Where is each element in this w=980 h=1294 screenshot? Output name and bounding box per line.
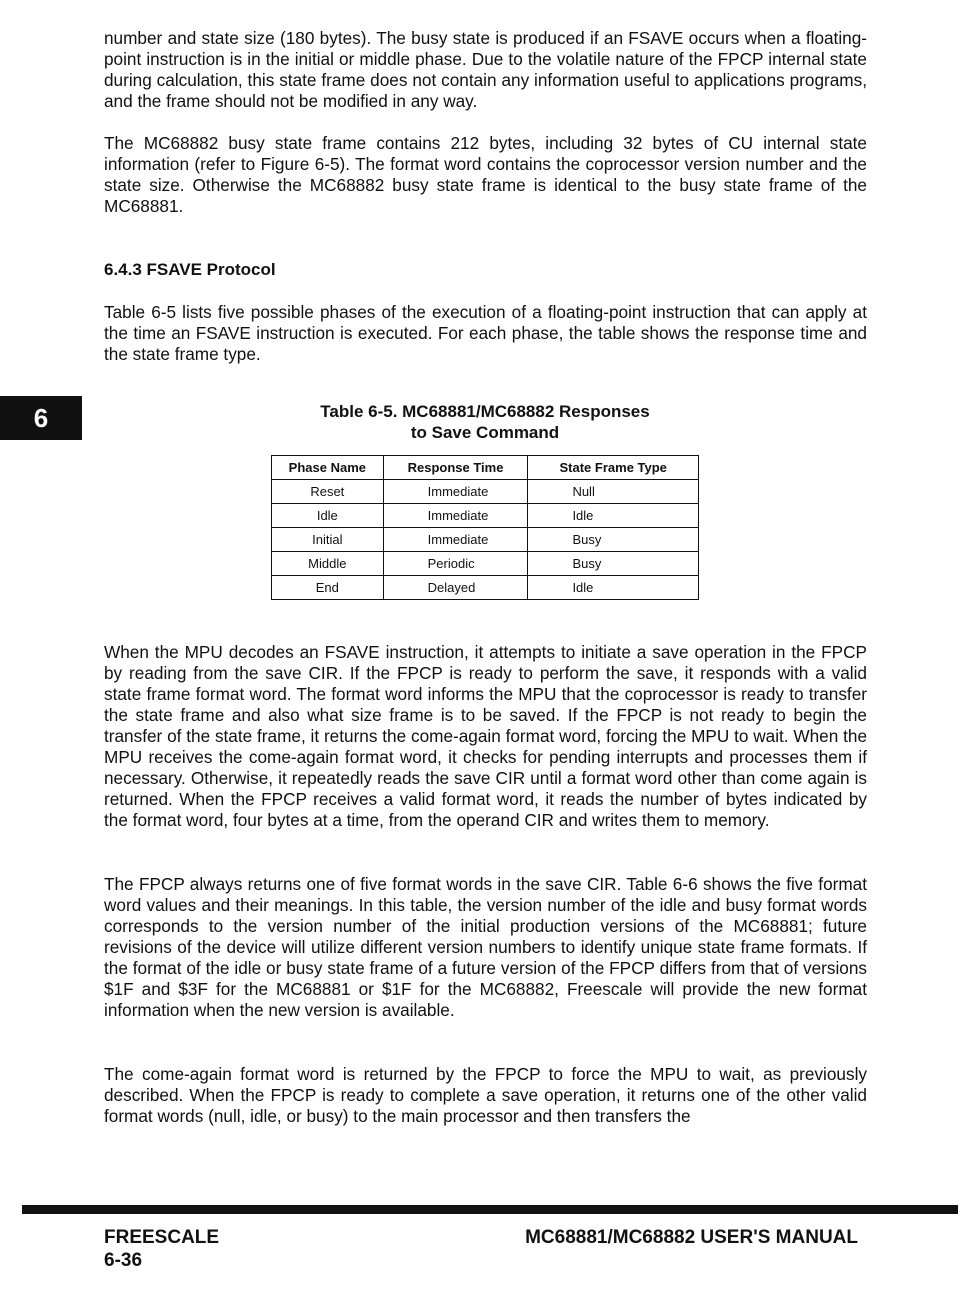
response-time-cell: Immediate bbox=[383, 528, 528, 552]
table-header-row bbox=[272, 456, 699, 480]
phase-name-cell: Initial bbox=[272, 528, 384, 552]
column-header: Response Time bbox=[383, 456, 528, 480]
body-paragraph: The come-again format word is returned by the FPCP to force the MPU to wait, as previously described. When the FPCP is ready to complete a save operation, it returns one of the other valid format words (null, idle, or busy) to the main processor and then transfers the bbox=[104, 1064, 867, 1126]
phase-name-cell: End bbox=[272, 576, 384, 600]
state-frame-type-cell: Null bbox=[528, 480, 699, 504]
body-paragraph: The MC68882 busy state frame contains 212 bytes, including 32 bytes of CU internal state information (refer to Figure 6-5). The format word contains the coprocessor version number and the state size. Otherwise the MC68882 busy state frame is identical to the busy state frame of the MC68881. bbox=[104, 133, 867, 216]
phase-name-cell: Idle bbox=[272, 504, 384, 528]
footer-page-number: 6-36 bbox=[104, 1250, 143, 1271]
response-time-cell: Delayed bbox=[383, 576, 528, 600]
footer-left bbox=[104, 1226, 219, 1272]
state-frame-type-cell: Busy bbox=[528, 552, 699, 576]
phase-name-cell: Reset bbox=[272, 480, 384, 504]
table-caption-line-1: Table 6-5. MC68881/MC68882 Responses bbox=[320, 402, 650, 421]
body-paragraph: number and state size (180 bytes). The busy state is produced if an FSAVE occurs when a floating-point instruction is in the initial or middle phase. Due to the volatile nature of the FPCP internal state during calculation, this state frame does not contain any information useful to applications programs, and the frame should not be modified in any way. bbox=[104, 28, 867, 111]
table-caption-line-2: to Save Command bbox=[410, 423, 560, 442]
response-time-cell: Periodic bbox=[383, 552, 528, 576]
table-caption bbox=[270, 401, 700, 443]
table-row bbox=[272, 504, 699, 528]
body-paragraph: When the MPU decodes an FSAVE instruction, it attempts to initiate a save operation in the FPCP by reading from the save CIR. If the FPCP is ready to perform the save, it responds with a valid state frame format word. The format word informs the MPU that the coprocessor is ready to transfer the state frame and also what size frame is to be saved. If the FPCP is not ready to begin the transfer of the state frame, it returns the come-again format word, forcing the MPU to wait. When the MPU receives the come-again format word, it checks for pending interrupts and processes them if necessary. Otherwise, it repeatedly reads the save CIR until a format word other than come again is returned. When the FPCP receives a valid format word, it reads the number of bytes indicated by the format word, four bytes at a time, from the operand CIR and writes them to memory. bbox=[104, 642, 867, 830]
table-row bbox=[272, 576, 699, 600]
footer-brand: FREESCALE bbox=[104, 1227, 220, 1248]
response-time-cell: Immediate bbox=[383, 480, 528, 504]
state-frame-type-cell: Busy bbox=[528, 528, 699, 552]
table-row bbox=[272, 552, 699, 576]
state-frame-type-cell: Idle bbox=[528, 576, 699, 600]
footer-manual-title: MC68881/MC68882 USER'S MANUAL bbox=[525, 1227, 858, 1248]
table-row bbox=[272, 480, 699, 504]
column-header: State Frame Type bbox=[528, 456, 699, 480]
section-heading: 6.4.3 FSAVE Protocol bbox=[104, 260, 276, 279]
responses-table bbox=[271, 455, 699, 600]
table-row bbox=[272, 528, 699, 552]
phase-name-cell: Middle bbox=[272, 552, 384, 576]
footer-rule bbox=[22, 1205, 958, 1214]
column-header: Phase Name bbox=[272, 456, 384, 480]
response-time-cell: Immediate bbox=[383, 504, 528, 528]
chapter-tab: 6 bbox=[0, 396, 82, 440]
body-paragraph: The FPCP always returns one of five format words in the save CIR. Table 6-6 shows the five format word values and their meanings. In this table, the version number of the idle and busy format words corresponds to the version number of the initial production versions of the MC68881; future revisions of the device will utilize different version numbers to identify unique state frame formats. If the format of the idle or busy state frame of a future version of the FPCP differs from that of versions $1F and $3F for the MC68881 or $1F for the MC68882, Freescale will provide the new format information when the new version is available. bbox=[104, 874, 867, 1020]
body-paragraph: Table 6-5 lists five possible phases of the execution of a floating-point instruction that can apply at the time an FSAVE instruction is executed. For each phase, the table shows the response time and the state frame type. bbox=[104, 302, 867, 364]
state-frame-type-cell: Idle bbox=[528, 504, 699, 528]
